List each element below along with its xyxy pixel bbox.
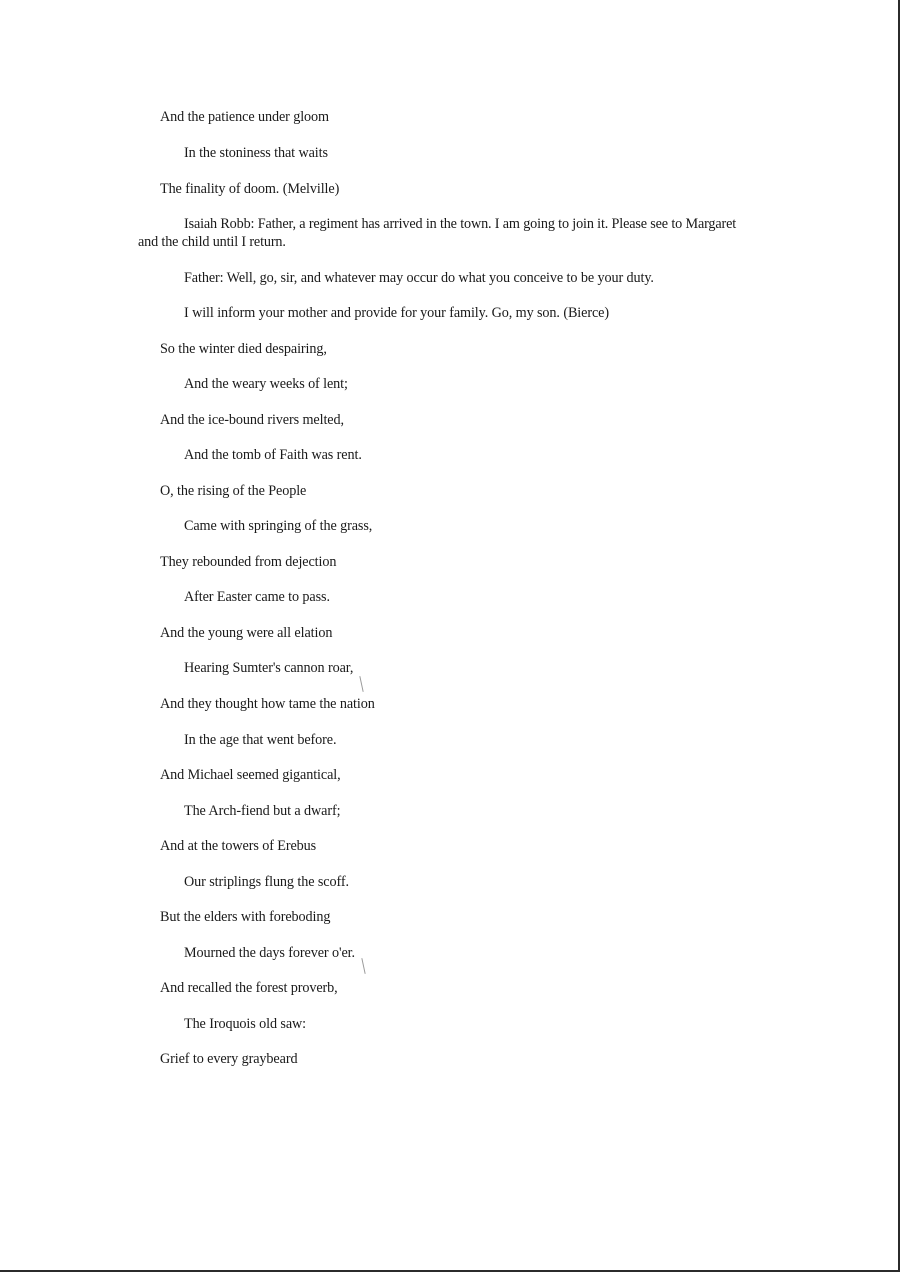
verse-line: Hearing Sumter's cannon roar, xyxy=(184,660,354,676)
scan-mark xyxy=(361,958,365,974)
verse-line: Our striplings flung the scoff. xyxy=(184,874,349,890)
verse-line: Came with springing of the grass, xyxy=(184,518,373,534)
dialogue-paragraph: Isaiah Robb: Father, a regiment has arrived in the town. I am going to join it. Please see to Margaret and the child until I return. xyxy=(138,216,737,250)
text-line: In the stoniness that waits xyxy=(184,145,328,161)
verse-line: And recalled the forest proverb, xyxy=(160,980,338,996)
verse-line: Grief to every graybeard xyxy=(160,1051,298,1067)
scan-mark xyxy=(359,676,363,692)
verse-line: And Michael seemed gigantical, xyxy=(160,767,341,783)
verse-line: In the age that went before. xyxy=(184,732,337,748)
verse-line: Mourned the days forever o'er. xyxy=(184,945,355,961)
text-line: The finality of doom. (Melville) xyxy=(160,181,340,197)
text-line: I will inform your mother and provide for your family. Go, my son. (Bierce) xyxy=(184,305,609,321)
verse-line: And the tomb of Faith was rent. xyxy=(184,447,362,463)
verse-line: O, the rising of the People xyxy=(160,483,307,499)
verse-line: And the ice-bound rivers melted, xyxy=(160,412,344,428)
verse-line: So the winter died despairing, xyxy=(160,341,327,357)
verse-line: The Arch-fiend but a dwarf; xyxy=(184,803,341,819)
verse-line: And at the towers of Erebus xyxy=(160,838,317,854)
verse-line: After Easter came to pass. xyxy=(184,589,330,605)
verse-line: But the elders with foreboding xyxy=(160,909,331,925)
text-line: Father: Well, go, sir, and whatever may occur do what you conceive to be your duty. xyxy=(184,270,654,286)
text-line: And the patience under gloom xyxy=(160,109,329,125)
verse-line: The Iroquois old saw: xyxy=(184,1016,307,1032)
verse-line: And the weary weeks of lent; xyxy=(184,376,348,392)
verse-line: And the young were all elation xyxy=(160,625,333,641)
verse-line: They rebounded from dejection xyxy=(160,554,337,570)
verse-line: And they thought how tame the nation xyxy=(160,696,375,712)
